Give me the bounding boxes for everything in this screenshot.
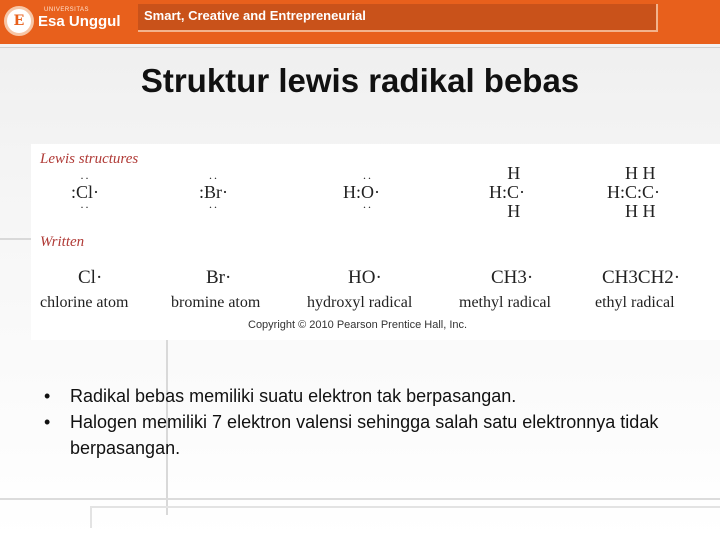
logo-text: Esa Unggul <box>38 12 121 30</box>
name-hydroxyl: hydroxyl radical <box>307 294 413 311</box>
name-chlorine: chlorine atom <box>40 294 129 311</box>
bullet-icon: • <box>44 412 51 432</box>
university-logo <box>4 4 128 38</box>
logo-emblem-icon: E <box>4 6 34 36</box>
lewis-chlorine: ·· :Cl· ·· <box>71 171 100 214</box>
lewis-ethyl: H H H:C:C· H H <box>607 163 661 221</box>
list-item <box>44 383 664 409</box>
bullet-icon: • <box>44 386 51 406</box>
bullet-text: Halogen memiliki 7 elektron valensi sehingga salah satu elektronnya tidak berpasangan. <box>70 412 659 458</box>
bullet-text: Radikal bebas memiliki suatu elektron tak berpasangan. <box>70 386 517 406</box>
bullet-list <box>44 383 664 461</box>
written-hydroxyl: HO· <box>348 267 382 288</box>
logo-subtext: UNIVERSITAS <box>44 7 90 13</box>
name-bromine: bromine atom <box>171 294 261 311</box>
decorative-frame <box>90 506 720 528</box>
lewis-methyl: H H:C· H <box>489 163 525 221</box>
decorative-line <box>0 498 720 500</box>
header-divider <box>0 44 720 48</box>
written-chlorine: Cl· <box>78 267 103 288</box>
figure-copyright: Copyright © 2010 Pearson Prentice Hall, Inc. <box>248 319 468 331</box>
name-ethyl: ethyl radical <box>595 294 675 311</box>
slide-title: Struktur lewis radikal bebas <box>140 62 580 99</box>
header-bar <box>0 0 720 44</box>
written-ethyl: CH3CH2· <box>602 267 681 288</box>
lewis-structures-figure <box>31 144 720 340</box>
written-bromine: Br· <box>206 267 232 288</box>
lewis-structures-heading: Lewis structures <box>40 151 139 167</box>
written-methyl: CH3· <box>491 267 534 288</box>
header-tagline: Smart, Creative and Entrepreneurial <box>138 4 658 32</box>
lewis-bromine: ·· :Br· ·· <box>199 171 229 214</box>
lewis-hydroxyl: ·· H:O· ·· <box>343 171 380 214</box>
list-item <box>44 409 664 461</box>
name-methyl: methyl radical <box>459 294 551 311</box>
written-heading: Written <box>40 234 85 250</box>
